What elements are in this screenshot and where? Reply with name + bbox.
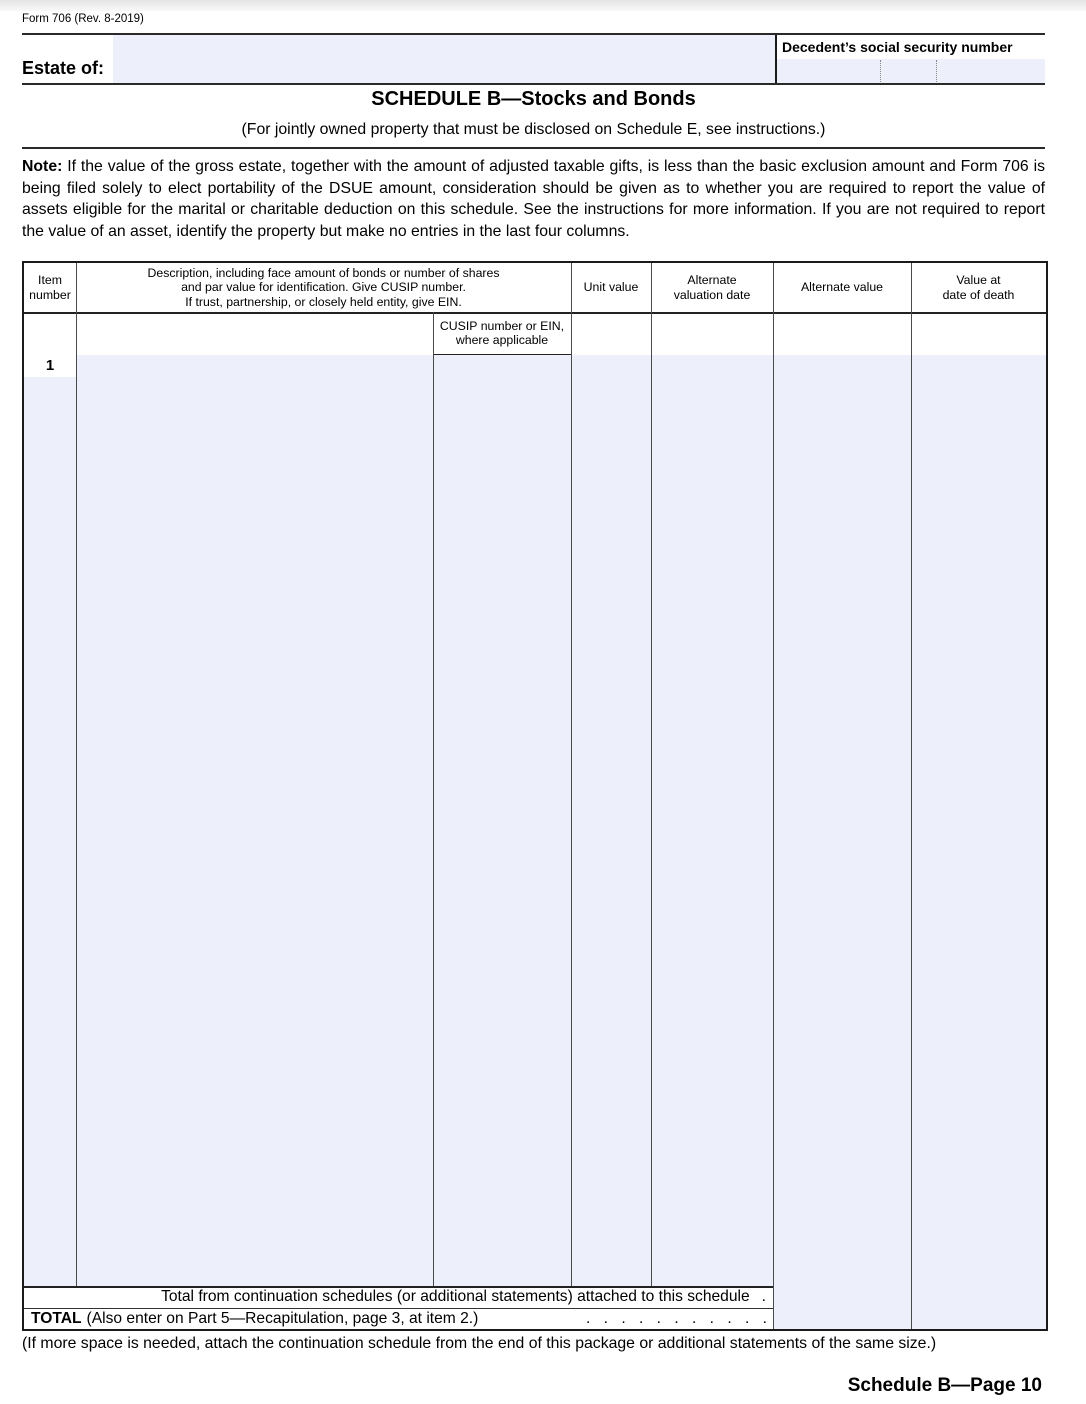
portability-note xyxy=(22,156,1045,242)
item-number-cell: 1 xyxy=(24,355,76,377)
stocks-bonds-table xyxy=(22,261,1048,1331)
item-column-divider xyxy=(76,263,77,1286)
header-line: Unit value xyxy=(583,280,639,295)
value-at-death-input[interactable] xyxy=(912,355,1046,1286)
grand-total-label xyxy=(24,1308,773,1329)
header-line: where applicable xyxy=(455,333,549,347)
header-line: Description, including face amount of bonds or number of shares xyxy=(147,265,500,280)
header-line: and par value for identification. Give CUSIP number. xyxy=(181,280,466,295)
cusip-left-divider xyxy=(433,312,434,1286)
column-header-unit-value xyxy=(571,263,651,312)
header-line: CUSIP number or EIN, xyxy=(439,318,565,333)
header-line: Item xyxy=(38,273,62,288)
header-line: valuation date xyxy=(673,287,751,302)
header-line: Alternate xyxy=(687,273,737,288)
ssn-label: Decedent’s social security number xyxy=(777,35,1045,59)
grand-total-alternate-value-input[interactable] xyxy=(774,1308,911,1329)
header-divider xyxy=(24,312,1046,314)
grand-total-rest-text: (Also enter on Part 5—Recapitulation, page 3, at item 2.) xyxy=(86,1309,479,1327)
continuation-total-text: Total from continuation schedules (or additional statements) attached to this schedule xyxy=(161,1288,750,1305)
page-top-shadow xyxy=(0,0,1086,11)
note-lead: Note: xyxy=(22,158,63,175)
column-header-alternate-value xyxy=(773,263,911,312)
description-input[interactable] xyxy=(77,355,433,1286)
ssn-separator xyxy=(936,60,937,82)
column-header-value-at-death xyxy=(911,263,1046,312)
header-line: date of death xyxy=(942,287,1015,302)
alt-value-right-divider xyxy=(911,263,912,1329)
unit-value-input[interactable] xyxy=(572,355,651,1286)
header-line: If trust, partnership, or closely held entity, give EIN. xyxy=(185,294,462,309)
column-header-description xyxy=(76,263,571,312)
cusip-input[interactable] xyxy=(434,355,571,1286)
continuation-total-label xyxy=(24,1286,773,1308)
estate-of-input[interactable] xyxy=(113,35,775,83)
description-right-divider xyxy=(571,263,572,1286)
ssn-input[interactable] xyxy=(777,59,1045,83)
continuation-instruction: (If more space is needed, attach the continuation schedule from the end of this package or additional statements of the same size.) xyxy=(22,1335,937,1352)
header-line: Alternate value xyxy=(800,280,884,295)
estate-of-label: Estate of: xyxy=(22,58,105,78)
ssn-separator xyxy=(880,60,881,82)
dot-leader: . . . . . . . . . . . xyxy=(586,1309,767,1327)
alternate-value-input[interactable] xyxy=(774,355,911,1286)
column-header-alternate-valuation-date xyxy=(651,263,773,312)
alternate-valuation-date-input[interactable] xyxy=(652,355,773,1286)
dot-leader: . xyxy=(761,1288,766,1305)
note-body: If the value of the gross estate, together with the amount of adjusted taxable gifts, is less than the basic exclusion amount and Form 706 is being filed solely to elect portability of the DSUE amount, consideration should be given as to whether you are required to report the value of assets eligible for the marital or charitable deduction on this schedule. See the instructions for more information. If you are not required to report the value of an asset, identify the property but make no entries in the last four columns. xyxy=(22,158,1045,240)
alt-date-right-divider xyxy=(773,263,774,1329)
title-rule xyxy=(22,147,1045,149)
schedule-subtitle: (For jointly owned property that must be disclosed on Schedule E, see instructions.) xyxy=(241,121,826,138)
grand-total-bold-text: TOTAL xyxy=(31,1309,82,1327)
continuation-total-value-at-death-input[interactable] xyxy=(912,1286,1046,1308)
header-bottom-rule xyxy=(22,83,1045,85)
column-header-item-number xyxy=(24,263,76,312)
unit-value-right-divider xyxy=(651,263,652,1286)
ssn-box xyxy=(775,35,1045,83)
grand-total-value-at-death-input[interactable] xyxy=(912,1308,1046,1329)
cusip-subheader-box xyxy=(433,312,571,355)
form-revision-label: Form 706 (Rev. 8-2019) xyxy=(22,13,144,25)
page-footer-label: Schedule B—Page 10 xyxy=(847,1375,1042,1396)
header-line: Value at xyxy=(956,273,1001,288)
schedule-title: SCHEDULE B—Stocks and Bonds xyxy=(371,88,696,110)
header-line: number xyxy=(29,287,71,302)
continuation-total-alternate-value-input[interactable] xyxy=(774,1286,911,1308)
